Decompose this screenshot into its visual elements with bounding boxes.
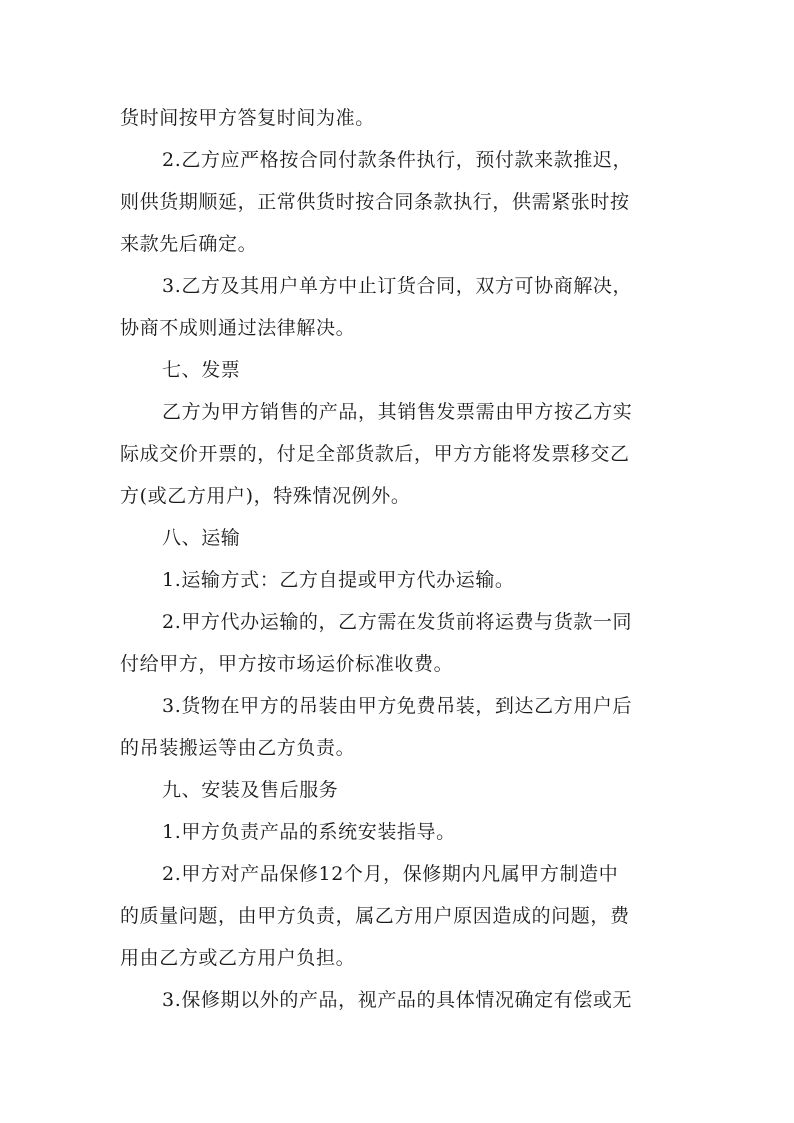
text-line: 际成交价开票的，付足全部货款后，甲方方能将发票移交乙 bbox=[120, 443, 630, 465]
text-line: 乙方为甲方销售的产品，其销售发票需由甲方按乙方实 bbox=[162, 401, 633, 423]
text-line: 付给甲方，甲方按市场运价标准收费。 bbox=[120, 653, 454, 675]
section-heading: 七、发票 bbox=[162, 359, 241, 381]
text-line: 用由乙方或乙方用户负担。 bbox=[120, 947, 356, 969]
text-line: 3.保修期以外的产品，视产品的具体情况确定有偿或无 bbox=[162, 989, 633, 1011]
section-heading: 九、安装及售后服务 bbox=[162, 779, 339, 801]
text-line: 1.甲方负责产品的系统安装指导。 bbox=[162, 821, 456, 843]
text-line: 方(或乙方用户)，特殊情况例外。 bbox=[120, 485, 411, 507]
text-line: 的质量问题，由甲方负责，属乙方用户原因造成的问题，费 bbox=[120, 905, 630, 927]
text-line: 协商不成则通过法律解决。 bbox=[120, 317, 356, 339]
text-line: 3.货物在甲方的吊装由甲方免费吊装，到达乙方用户后 bbox=[162, 695, 633, 717]
text-line: 2.甲方代办运输的，乙方需在发货前将运费与货款一同 bbox=[162, 611, 633, 633]
text-line: 货时间按甲方答复时间为准。 bbox=[120, 107, 375, 129]
text-line: 2.乙方应严格按合同付款条件执行，预付款来款推迟， bbox=[162, 149, 633, 171]
text-line: 3.乙方及其用户单方中止订货合同，双方可协商解决， bbox=[162, 275, 633, 297]
text-line: 2.甲方对产品保修12个月，保修期内凡属甲方制造中 bbox=[162, 863, 619, 885]
text-line: 1.运输方式：乙方自提或甲方代办运输。 bbox=[162, 569, 515, 591]
text-line: 则供货期顺延，正常供货时按合同条款执行，供需紧张时按 bbox=[120, 191, 630, 213]
section-heading: 八、运输 bbox=[162, 527, 241, 549]
text-line: 的吊装搬运等由乙方负责。 bbox=[120, 737, 356, 759]
text-line: 来款先后确定。 bbox=[120, 233, 258, 255]
